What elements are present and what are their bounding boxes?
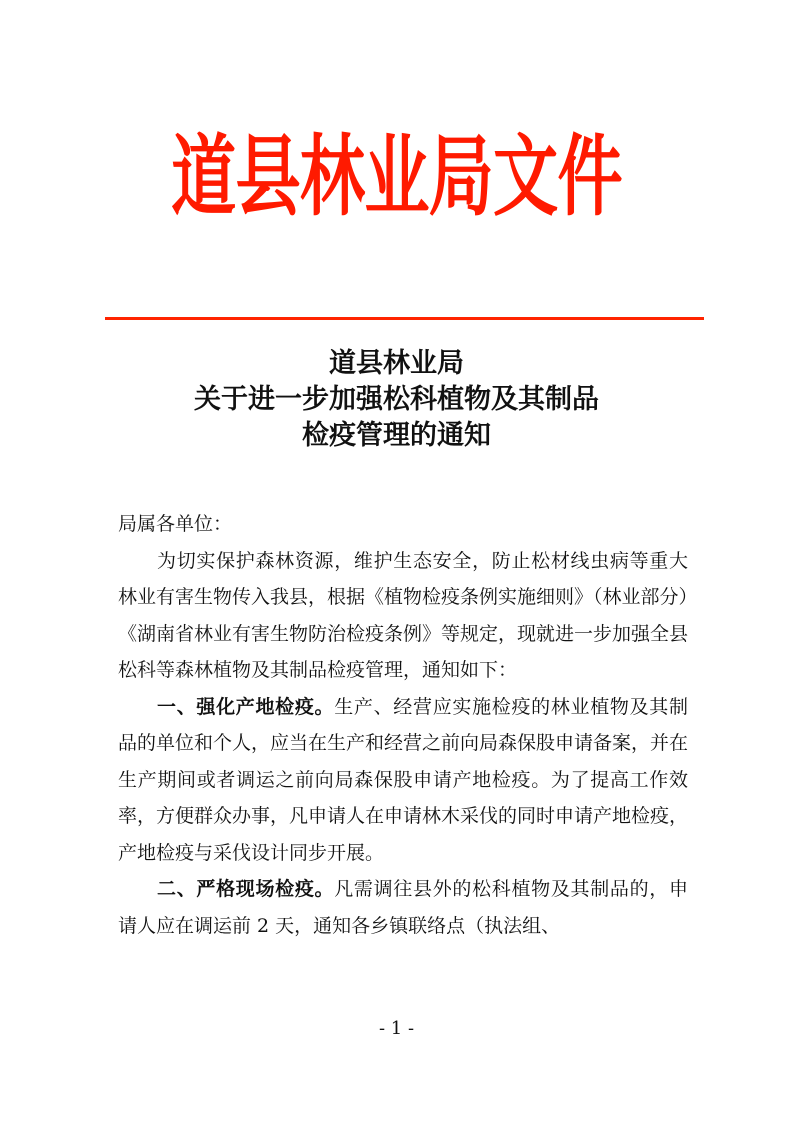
title-line-2: 关于进一步加强松科植物及其制品: [194, 384, 599, 415]
red-separator-rule: [105, 317, 704, 320]
issuer-header-title: 道县林业局文件: [171, 125, 622, 228]
document-title: [60, 346, 733, 454]
section-1-paragraph: [118, 689, 688, 872]
section-1-text: 生产、经营应实施检疫的林业植物及其制品的单位和个人，应当在生产和经营之前向局森保股申请备案，并在生产期间或者调运之前向局森保股申请产地检疫。为了提高工作效率，方便群众办事，凡申请人在申请林木采伐的同时申请产地检疫，产地检疫与采伐设计同步开展。: [118, 695, 689, 864]
section-2-paragraph: [118, 871, 688, 944]
section-1-heading: 一、强化产地检疫。: [157, 695, 335, 718]
intro-paragraph: 为切实保护森林资源，维护生态安全，防止松材线虫病等重大林业有害生物传入我县，根据《植物检疫条例实施细则》（林业部分）《湖南省林业有害生物防治检疫条例》等规定，现就进一步加强全县松科等森林植物及其制品检疫管理，通知如下：: [118, 549, 689, 681]
section-2-text: 凡需调往县外的松科植物及其制品的，申请人应在调运前 2 天，通知各乡镇联络点（执法组、: [118, 878, 688, 937]
section-2-heading: 二、严格现场检疫。: [157, 878, 335, 900]
document-body: [118, 506, 688, 944]
page-number: - 1 -: [378, 1018, 415, 1039]
title-line-3: 检疫管理的通知: [302, 420, 491, 451]
salutation: 局属各单位：: [118, 513, 233, 535]
title-line-1: 道县林业局: [329, 348, 464, 379]
